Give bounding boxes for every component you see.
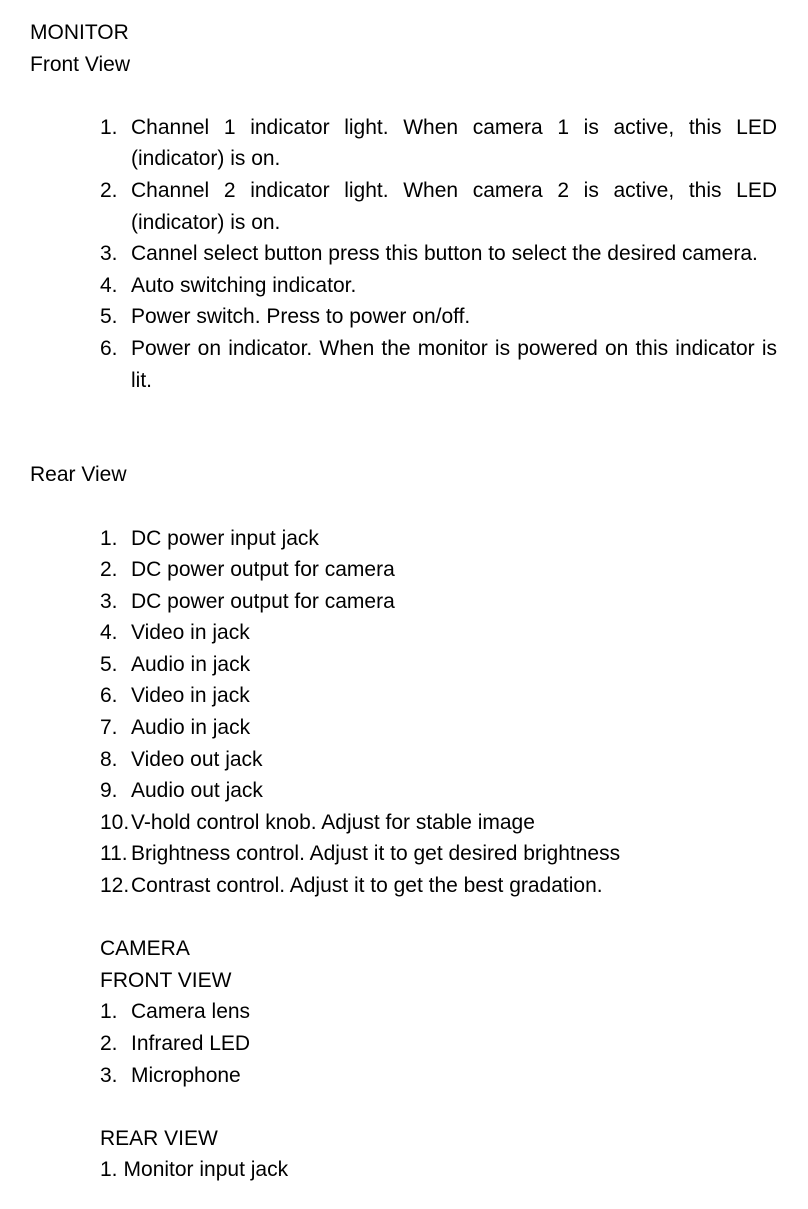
list-item [0,301,808,333]
monitor-title: MONITOR [30,21,129,44]
list-item-text: V-hold control knob. Adjust for stable image [131,810,535,834]
monitor-front-view-list [0,112,808,396]
camera-front-view-list [0,996,808,1091]
camera-rear-view-heading: REAR VIEW [100,1126,218,1150]
list-item-text: Power switch. Press to power on/off. [131,305,471,329]
list-item-text: Auto switching indicator. [131,273,357,297]
list-item-text: Audio in jack [131,652,251,676]
camera-front-view-heading: FRONT VIEW [100,968,232,992]
list-item [0,523,808,555]
list-item-number: 3. [100,1063,118,1087]
list-item-text: Video in jack [131,621,250,645]
list-item-text: Video out jack [131,747,263,771]
list-item-text: DC power output for camera [131,558,395,582]
list-item-number: 12. [100,874,130,898]
list-item-number: 2. [100,558,118,582]
list-item-number: 2. [100,1032,118,1055]
list-item-number: 7. [100,716,118,740]
spacer [0,1091,808,1123]
camera-title: CAMERA [100,937,190,961]
list-item [0,333,808,396]
list-item [0,996,808,1028]
list-item-number: 5. [100,305,118,329]
list-item-number: 6. [100,684,118,708]
list-item-number: 1. [100,115,118,139]
list-item-text: Microphone [131,1063,241,1087]
monitor-rear-view-heading: Rear View [30,463,127,487]
list-item-number: 3. [100,242,118,266]
list-item-number: 11. [100,842,128,866]
list-item-number: 3. [100,589,118,613]
list-item-number: 4. [100,273,118,297]
list-item [0,870,808,902]
list-item-text: DC power input jack [131,526,319,550]
list-item [0,586,808,618]
list-item-text: Cannel select button press this button to select the desired camera. [131,242,758,266]
list-item-text: Channel 2 indicator light. When camera 2 is active, this LED (indicator) is on. [131,178,777,234]
list-item [0,112,808,175]
list-item [0,744,808,776]
camera-rear-view-item [0,1154,808,1186]
list-item-number: 6. [100,336,118,360]
list-item-number: 9. [100,779,118,803]
list-item [0,1060,808,1092]
list-item-text: Audio out jack [131,779,263,803]
monitor-rear-view-list [0,523,808,902]
monitor-front-view-heading: Front View [30,52,130,76]
list-item-text: Power on indicator. When the monitor is powered on this indicator is lit. [131,336,777,392]
spacer [0,491,808,523]
list-item-text: Channel 1 indicator light. When camera 1 is active, this LED (indicator) is on. [131,115,777,171]
list-item-text: DC power output for camera [131,589,395,613]
list-item [0,617,808,649]
list-item [0,1028,808,1060]
list-item-text: Audio in jack [131,716,251,740]
list-item-text: Infrared LED [131,1032,251,1055]
list-item [0,270,808,302]
list-item-text: Camera lens [131,1000,251,1024]
list-item-text: Contrast control. Adjust it to get the best gradation. [131,874,603,898]
list-item [0,680,808,712]
list-item-number: 8. [100,747,118,771]
list-item-text: Video in jack [131,684,250,708]
list-item-number: 1. [100,1158,118,1182]
list-item [0,807,808,839]
list-item [0,649,808,681]
list-item [0,554,808,586]
list-item-number: 2. [100,178,118,202]
list-item-number: 10. [100,810,130,834]
list-item-text: Brightness control. Adjust it to get desired brightness [131,842,621,866]
spacer [0,80,808,112]
spacer [0,902,808,934]
list-item-number: 4. [100,621,118,645]
list-item [0,712,808,744]
spacer [0,396,808,459]
document-page [0,17,808,1186]
list-item [0,775,808,807]
list-item [0,238,808,270]
list-item [0,838,808,870]
list-item-number: 1. [100,526,118,550]
list-item-number: 5. [100,652,118,676]
list-item-text: Monitor input jack [123,1158,289,1182]
list-item [0,175,808,238]
list-item-number: 1. [100,1000,118,1024]
